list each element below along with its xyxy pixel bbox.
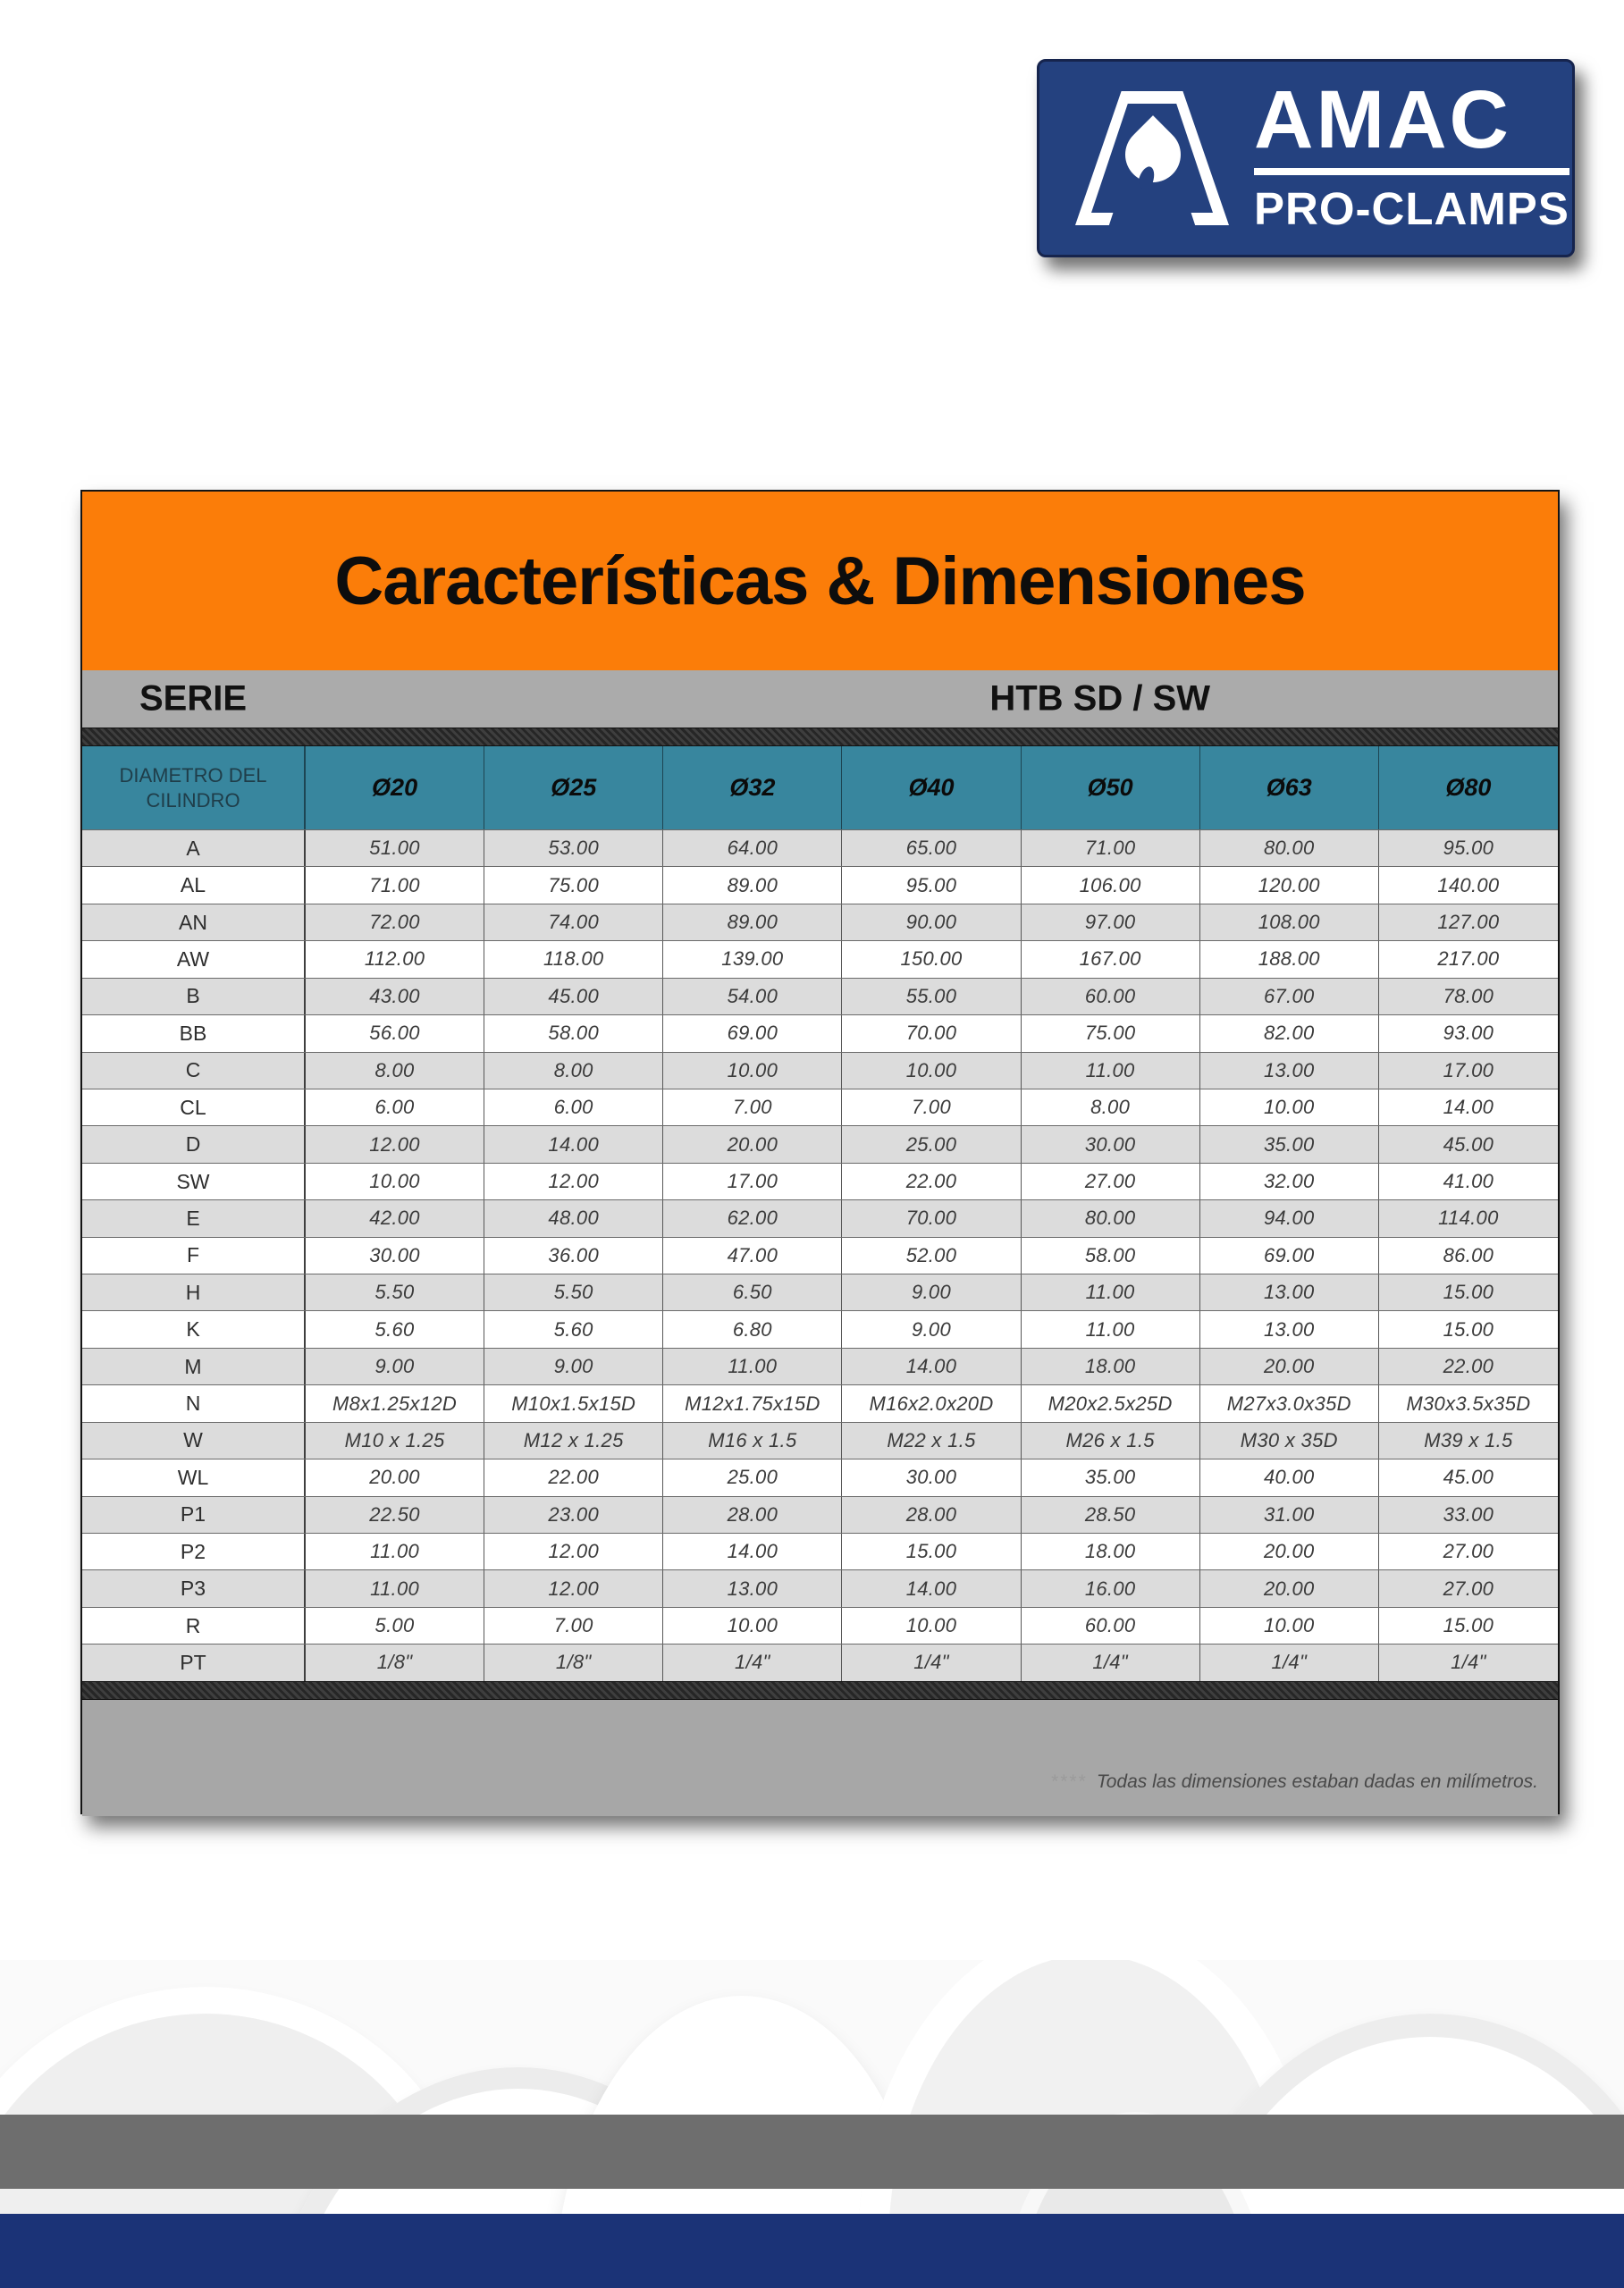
row-label-cell: D bbox=[82, 1126, 306, 1162]
logo-text bbox=[1254, 73, 1569, 235]
table-row bbox=[82, 1199, 1558, 1236]
value-cell: M22 x 1.5 bbox=[842, 1423, 1021, 1459]
table-row bbox=[82, 1052, 1558, 1089]
value-cell: 10.00 bbox=[842, 1608, 1021, 1644]
value-cell: 14.00 bbox=[842, 1349, 1021, 1384]
value-cell: 30.00 bbox=[1022, 1126, 1200, 1162]
value-cell: 71.00 bbox=[1022, 830, 1200, 866]
table-row bbox=[82, 1569, 1558, 1606]
value-cell: 20.00 bbox=[663, 1126, 842, 1162]
value-cell: 30.00 bbox=[842, 1459, 1021, 1495]
row-label-cell: WL bbox=[82, 1459, 306, 1495]
row-label-cell: M bbox=[82, 1349, 306, 1384]
value-cell: 7.00 bbox=[484, 1608, 663, 1644]
value-cell: 35.00 bbox=[1200, 1126, 1379, 1162]
table-row bbox=[82, 904, 1558, 940]
value-cell: 82.00 bbox=[1200, 1015, 1379, 1051]
value-cell: 28.00 bbox=[842, 1497, 1021, 1533]
value-cell: M27x3.0x35D bbox=[1200, 1385, 1379, 1421]
value-cell: 33.00 bbox=[1443, 1502, 1494, 1526]
value-cell: M20x2.5x25D bbox=[1022, 1385, 1200, 1421]
value-cell: 55.00 bbox=[842, 979, 1021, 1014]
value-cell: 80.00 bbox=[1200, 830, 1379, 866]
value-cell: 10.00 bbox=[842, 1053, 1021, 1089]
value-cell: 114.00 bbox=[1438, 1207, 1499, 1230]
table-row bbox=[82, 1533, 1558, 1569]
value-cell: 188.00 bbox=[1200, 941, 1379, 977]
value-cell: 42.00 bbox=[306, 1200, 484, 1236]
value-cell: 140.00 bbox=[1437, 873, 1500, 896]
value-cell: 70.00 bbox=[842, 1200, 1021, 1236]
value-cell: 5.00 bbox=[306, 1608, 484, 1644]
corner-header-cell: DIAMETRO DEL CILINDRO bbox=[82, 746, 306, 829]
value-cell: 17.00 bbox=[663, 1164, 842, 1199]
value-cell: 27.00 bbox=[1022, 1164, 1200, 1199]
value-cell: 72.00 bbox=[306, 904, 484, 940]
value-cell: 12.00 bbox=[484, 1164, 663, 1199]
row-label-cell: A bbox=[82, 830, 306, 866]
value-cell: 25.00 bbox=[663, 1459, 842, 1495]
value-cell: 69.00 bbox=[1200, 1238, 1379, 1274]
value-cell: 8.00 bbox=[484, 1053, 663, 1089]
row-label-cell: BB bbox=[82, 1015, 306, 1051]
value-cell: 13.00 bbox=[1200, 1311, 1379, 1347]
value-cell: 28.00 bbox=[663, 1497, 842, 1533]
row-label-cell: AL bbox=[82, 867, 306, 903]
table-row bbox=[82, 866, 1558, 903]
value-cell: 10.00 bbox=[663, 1053, 842, 1089]
serie-band bbox=[82, 670, 1558, 728]
value-cell: 9.00 bbox=[306, 1349, 484, 1384]
value-cell: 23.00 bbox=[484, 1497, 663, 1533]
divider-strip-bottom bbox=[82, 1681, 1558, 1700]
table-row bbox=[82, 1310, 1558, 1347]
value-cell: 75.00 bbox=[1022, 1015, 1200, 1051]
value-cell: 25.00 bbox=[842, 1126, 1021, 1162]
table-row bbox=[82, 1089, 1558, 1125]
value-cell: 80.00 bbox=[1022, 1200, 1200, 1236]
value-cell: 35.00 bbox=[1022, 1459, 1200, 1495]
value-cell: 120.00 bbox=[1200, 867, 1379, 903]
value-cell: M8x1.25x12D bbox=[306, 1385, 484, 1421]
value-cell: 18.00 bbox=[1022, 1534, 1200, 1569]
row-label-cell: C bbox=[82, 1053, 306, 1089]
value-cell: M12x1.75x15D bbox=[663, 1385, 842, 1421]
value-cell: 70.00 bbox=[842, 1015, 1021, 1051]
row-label-cell: P2 bbox=[82, 1534, 306, 1569]
value-cell: 6.00 bbox=[306, 1089, 484, 1125]
value-cell: 22.50 bbox=[306, 1497, 484, 1533]
value-cell: 58.00 bbox=[1022, 1238, 1200, 1274]
value-cell: 9.00 bbox=[842, 1311, 1021, 1347]
table-row bbox=[82, 1422, 1558, 1459]
value-cell: 65.00 bbox=[842, 830, 1021, 866]
value-cell: 75.00 bbox=[484, 867, 663, 903]
row-label-cell: K bbox=[82, 1311, 306, 1347]
value-cell: 20.00 bbox=[1200, 1534, 1379, 1569]
column-header: Ø63 bbox=[1200, 746, 1379, 829]
row-label-cell: N bbox=[82, 1385, 306, 1421]
value-cell: 58.00 bbox=[484, 1015, 663, 1051]
value-cell: 94.00 bbox=[1200, 1200, 1379, 1236]
logo-brand-text: AMAC bbox=[1254, 81, 1569, 175]
value-cell: 15.00 bbox=[1443, 1614, 1494, 1637]
row-label-cell: PT bbox=[82, 1644, 306, 1680]
value-cell: 22.00 bbox=[842, 1164, 1021, 1199]
value-cell: 5.50 bbox=[484, 1274, 663, 1310]
row-label-cell: SW bbox=[82, 1164, 306, 1199]
value-cell: 71.00 bbox=[306, 867, 484, 903]
value-cell: 45.00 bbox=[484, 979, 663, 1014]
table-body bbox=[82, 829, 1558, 1681]
value-cell: 27.00 bbox=[1443, 1540, 1494, 1563]
value-cell: 150.00 bbox=[842, 941, 1021, 977]
value-cell: 52.00 bbox=[842, 1238, 1021, 1274]
value-cell: 7.00 bbox=[842, 1089, 1021, 1125]
value-cell: 15.00 bbox=[1443, 1281, 1494, 1304]
footnote bbox=[1051, 1771, 1538, 1793]
value-cell: M39 x 1.5 bbox=[1424, 1428, 1513, 1451]
value-cell: 14.00 bbox=[1443, 1096, 1494, 1119]
value-cell: 11.00 bbox=[1022, 1274, 1200, 1310]
value-cell: 108.00 bbox=[1200, 904, 1379, 940]
table-row bbox=[82, 978, 1558, 1014]
value-cell: 10.00 bbox=[1200, 1608, 1379, 1644]
table-row bbox=[82, 1125, 1558, 1162]
value-cell: 48.00 bbox=[484, 1200, 663, 1236]
row-label-cell: W bbox=[82, 1423, 306, 1459]
row-label-cell: CL bbox=[82, 1089, 306, 1125]
table-row bbox=[82, 1348, 1558, 1384]
value-cell: M16x2.0x20D bbox=[842, 1385, 1021, 1421]
value-cell: 112.00 bbox=[306, 941, 484, 977]
value-cell: 12.00 bbox=[306, 1126, 484, 1162]
table-row bbox=[82, 1163, 1558, 1199]
value-cell: 95.00 bbox=[1443, 837, 1494, 860]
value-cell: 118.00 bbox=[484, 941, 663, 977]
row-label-cell: P1 bbox=[82, 1497, 306, 1533]
value-cell: 20.00 bbox=[1200, 1349, 1379, 1384]
value-cell: 12.00 bbox=[484, 1570, 663, 1606]
value-cell: 5.60 bbox=[306, 1311, 484, 1347]
row-label-cell: E bbox=[82, 1200, 306, 1236]
row-label-cell: H bbox=[82, 1274, 306, 1310]
value-cell: 5.60 bbox=[484, 1311, 663, 1347]
value-cell: M10x1.5x15D bbox=[484, 1385, 663, 1421]
table-row bbox=[82, 1459, 1558, 1495]
value-cell: 167.00 bbox=[1022, 941, 1200, 977]
value-cell: M26 x 1.5 bbox=[1022, 1423, 1200, 1459]
value-cell: 36.00 bbox=[484, 1238, 663, 1274]
page-title: Características & Dimensiones bbox=[334, 543, 1306, 619]
footnote-stars: **** bbox=[1051, 1771, 1088, 1792]
column-header: Ø32 bbox=[663, 746, 842, 829]
value-cell: 9.00 bbox=[842, 1274, 1021, 1310]
value-cell: 1/4" bbox=[842, 1644, 1021, 1680]
value-cell: 53.00 bbox=[484, 830, 663, 866]
spec-card bbox=[80, 490, 1560, 1814]
value-cell: 64.00 bbox=[663, 830, 842, 866]
value-cell: 69.00 bbox=[663, 1015, 842, 1051]
value-cell: 5.50 bbox=[306, 1274, 484, 1310]
value-cell: 7.00 bbox=[663, 1089, 842, 1125]
value-cell: 95.00 bbox=[842, 867, 1021, 903]
value-cell: 6.00 bbox=[484, 1089, 663, 1125]
column-header: Ø25 bbox=[484, 746, 663, 829]
row-label-cell: P3 bbox=[82, 1570, 306, 1606]
value-cell: 67.00 bbox=[1200, 979, 1379, 1014]
value-cell: 16.00 bbox=[1022, 1570, 1200, 1606]
value-cell: 31.00 bbox=[1200, 1497, 1379, 1533]
value-cell: 11.00 bbox=[1022, 1053, 1200, 1089]
title-band bbox=[82, 492, 1558, 670]
value-cell: M30x3.5x35D bbox=[1406, 1392, 1531, 1415]
value-cell: 1/8" bbox=[306, 1644, 484, 1680]
serie-value: HTB SD / SW bbox=[989, 678, 1211, 719]
value-cell: 93.00 bbox=[1443, 1022, 1494, 1045]
serie-label: SERIE bbox=[139, 678, 248, 719]
column-header: Ø50 bbox=[1022, 746, 1200, 829]
amac-logo bbox=[1037, 59, 1575, 257]
value-cell: 106.00 bbox=[1022, 867, 1200, 903]
table-row bbox=[82, 1274, 1558, 1310]
column-header: Ø20 bbox=[306, 746, 484, 829]
table-row bbox=[82, 1384, 1558, 1421]
value-cell: 11.00 bbox=[663, 1349, 842, 1384]
value-cell: 11.00 bbox=[306, 1534, 484, 1569]
footnote-text: Todas las dimensiones estaban dadas en milímetros. bbox=[1096, 1771, 1538, 1792]
gray-footer-bar bbox=[0, 2115, 1624, 2189]
value-cell: M12 x 1.25 bbox=[484, 1423, 663, 1459]
value-cell: 10.00 bbox=[1200, 1089, 1379, 1125]
value-cell: 22.00 bbox=[484, 1459, 663, 1495]
value-cell: 20.00 bbox=[1200, 1570, 1379, 1606]
value-cell: 9.00 bbox=[484, 1349, 663, 1384]
value-cell: 13.00 bbox=[1200, 1053, 1379, 1089]
navy-footer-bar bbox=[0, 2214, 1624, 2288]
value-cell: 17.00 bbox=[1443, 1058, 1494, 1081]
value-cell: 10.00 bbox=[663, 1608, 842, 1644]
value-cell: 12.00 bbox=[484, 1534, 663, 1569]
value-cell: 127.00 bbox=[1437, 911, 1500, 934]
value-cell: 139.00 bbox=[663, 941, 842, 977]
value-cell: 89.00 bbox=[663, 904, 842, 940]
value-cell: 14.00 bbox=[663, 1534, 842, 1569]
value-cell: 41.00 bbox=[1443, 1170, 1494, 1192]
value-cell: 78.00 bbox=[1443, 984, 1494, 1007]
value-cell: 8.00 bbox=[306, 1053, 484, 1089]
value-cell: 1/4" bbox=[663, 1644, 842, 1680]
value-cell: 45.00 bbox=[1443, 1132, 1494, 1156]
column-header: Ø80 bbox=[1445, 774, 1492, 801]
value-cell: 45.00 bbox=[1443, 1466, 1494, 1489]
row-label-cell: R bbox=[82, 1608, 306, 1644]
value-cell: 27.00 bbox=[1443, 1577, 1494, 1600]
table-row bbox=[82, 1014, 1558, 1051]
value-cell: M16 x 1.5 bbox=[663, 1423, 842, 1459]
value-cell: 43.00 bbox=[306, 979, 484, 1014]
table-row bbox=[82, 1607, 1558, 1644]
value-cell: 22.00 bbox=[1443, 1355, 1494, 1378]
value-cell: 1/4" bbox=[1022, 1644, 1200, 1680]
value-cell: 40.00 bbox=[1200, 1459, 1379, 1495]
value-cell: 62.00 bbox=[663, 1200, 842, 1236]
divider-strip-top bbox=[82, 728, 1558, 746]
value-cell: 8.00 bbox=[1022, 1089, 1200, 1125]
row-label-cell: B bbox=[82, 979, 306, 1014]
value-cell: 89.00 bbox=[663, 867, 842, 903]
value-cell: 32.00 bbox=[1200, 1164, 1379, 1199]
value-cell: 15.00 bbox=[842, 1534, 1021, 1569]
value-cell: 11.00 bbox=[1022, 1311, 1200, 1347]
value-cell: 30.00 bbox=[306, 1238, 484, 1274]
table-row bbox=[82, 1644, 1558, 1680]
value-cell: M30 x 35D bbox=[1200, 1423, 1379, 1459]
row-label-cell: AN bbox=[82, 904, 306, 940]
card-footer bbox=[82, 1700, 1558, 1816]
droplet-a-icon bbox=[1075, 91, 1229, 225]
value-cell: 97.00 bbox=[1022, 904, 1200, 940]
value-cell: 20.00 bbox=[306, 1459, 484, 1495]
value-cell: 1/8" bbox=[484, 1644, 663, 1680]
value-cell: 54.00 bbox=[663, 979, 842, 1014]
value-cell: 28.50 bbox=[1022, 1497, 1200, 1533]
value-cell: 18.00 bbox=[1022, 1349, 1200, 1384]
value-cell: 6.50 bbox=[663, 1274, 842, 1310]
value-cell: 60.00 bbox=[1022, 1608, 1200, 1644]
table-row bbox=[82, 1496, 1558, 1533]
row-label-cell: AW bbox=[82, 941, 306, 977]
value-cell: 13.00 bbox=[1200, 1274, 1379, 1310]
table-header-row bbox=[82, 746, 1558, 829]
value-cell: 14.00 bbox=[484, 1126, 663, 1162]
logo-sub-text: PRO-CLAMPS bbox=[1254, 183, 1569, 235]
column-header: Ø40 bbox=[842, 746, 1021, 829]
value-cell: 14.00 bbox=[842, 1570, 1021, 1606]
table-row bbox=[82, 829, 1558, 866]
value-cell: 11.00 bbox=[306, 1570, 484, 1606]
value-cell: 60.00 bbox=[1022, 979, 1200, 1014]
value-cell: 217.00 bbox=[1437, 947, 1500, 971]
value-cell: M10 x 1.25 bbox=[306, 1423, 484, 1459]
value-cell: 10.00 bbox=[306, 1164, 484, 1199]
value-cell: 47.00 bbox=[663, 1238, 842, 1274]
table-row bbox=[82, 940, 1558, 977]
value-cell: 51.00 bbox=[306, 830, 484, 866]
row-label-cell: F bbox=[82, 1238, 306, 1274]
value-cell: 1/4" bbox=[1200, 1644, 1379, 1680]
table-row bbox=[82, 1237, 1558, 1274]
value-cell: 74.00 bbox=[484, 904, 663, 940]
value-cell: 15.00 bbox=[1443, 1317, 1494, 1341]
value-cell: 13.00 bbox=[663, 1570, 842, 1606]
value-cell: 6.80 bbox=[663, 1311, 842, 1347]
value-cell: 90.00 bbox=[842, 904, 1021, 940]
value-cell: 86.00 bbox=[1443, 1243, 1494, 1266]
value-cell: 56.00 bbox=[306, 1015, 484, 1051]
value-cell: 1/4" bbox=[1451, 1651, 1486, 1674]
